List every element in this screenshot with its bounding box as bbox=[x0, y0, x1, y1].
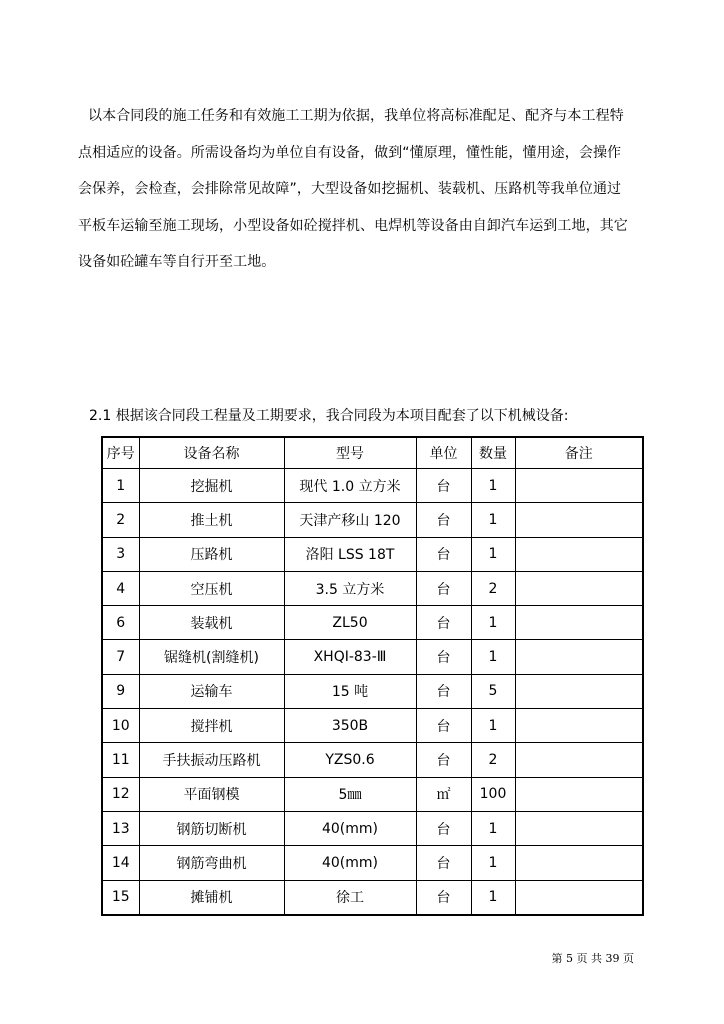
table-cell bbox=[515, 571, 643, 605]
table-cell: 台 bbox=[416, 674, 471, 708]
table-cell: 14 bbox=[102, 846, 139, 880]
table-cell: 台 bbox=[416, 640, 471, 674]
table-cell: 350B bbox=[284, 709, 416, 743]
table-row bbox=[102, 606, 643, 640]
section-intro: 2.1 根据该合同段工程量及工期要求，我合同段为本项目配套了以下机械设备: bbox=[89, 408, 569, 424]
table-cell: 1 bbox=[471, 503, 515, 537]
table-cell bbox=[515, 777, 643, 811]
table-row bbox=[102, 674, 643, 708]
table-cell: 推土机 bbox=[139, 503, 284, 537]
table-cell: 台 bbox=[416, 709, 471, 743]
table-row bbox=[102, 640, 643, 674]
table-cell: YZS0.6 bbox=[284, 743, 416, 777]
table-row bbox=[102, 469, 643, 503]
body-paragraph bbox=[78, 98, 648, 281]
table-cell: 钢筋切断机 bbox=[139, 811, 284, 845]
table-header-row bbox=[102, 437, 643, 469]
table-cell: 台 bbox=[416, 606, 471, 640]
table-row bbox=[102, 503, 643, 537]
table-cell: 1 bbox=[471, 469, 515, 503]
table-cell: 1 bbox=[471, 537, 515, 571]
table-cell: 平面钢模 bbox=[139, 777, 284, 811]
table-cell bbox=[515, 709, 643, 743]
table-cell: 台 bbox=[416, 469, 471, 503]
table-cell: 1 bbox=[471, 709, 515, 743]
table-cell: 徐工 bbox=[284, 880, 416, 915]
table-cell bbox=[515, 503, 643, 537]
equipment-table bbox=[101, 436, 644, 916]
table-cell: 压路机 bbox=[139, 537, 284, 571]
table-cell: 1 bbox=[471, 606, 515, 640]
header-cell: 数量 bbox=[471, 437, 515, 469]
paragraph-line: 以本合同段的施工任务和有效施工工期为依据，我单位将高标准配足、配齐与本工程特 bbox=[88, 108, 624, 124]
table-cell bbox=[515, 811, 643, 845]
table-cell bbox=[515, 846, 643, 880]
table-cell: 9 bbox=[102, 674, 139, 708]
table-cell: 台 bbox=[416, 811, 471, 845]
table-cell: 现代 1.0 立方米 bbox=[284, 469, 416, 503]
table-cell: 装载机 bbox=[139, 606, 284, 640]
table-cell bbox=[515, 674, 643, 708]
paragraph-line: 平板车运输至施工现场，小型设备如砼搅拌机、电焊机等设备由自卸汽车运到工地，其它 bbox=[78, 217, 628, 234]
table-row bbox=[102, 537, 643, 571]
header-cell: 序号 bbox=[102, 437, 139, 469]
paragraph-line: 会保养，会检查，会排除常见故障”，大型设备如挖掘机、装载机、压路机等我单位通过 bbox=[78, 181, 622, 197]
table-cell bbox=[515, 743, 643, 777]
table-cell: 台 bbox=[416, 880, 471, 915]
table-cell: ㎡ bbox=[416, 777, 471, 811]
table-cell: 钢筋弯曲机 bbox=[139, 846, 284, 880]
table-cell bbox=[515, 606, 643, 640]
table-row bbox=[102, 571, 643, 605]
table-row bbox=[102, 777, 643, 811]
table-cell: 1 bbox=[102, 469, 139, 503]
header-cell: 单位 bbox=[416, 437, 471, 469]
table-cell: 台 bbox=[416, 743, 471, 777]
paragraph-line: 点相适应的设备。所需设备均为单位自有设备，做到“懂原理，懂性能，懂用途，会操作 bbox=[78, 144, 622, 161]
table-cell: 台 bbox=[416, 537, 471, 571]
table-cell: 10 bbox=[102, 709, 139, 743]
table-cell bbox=[515, 880, 643, 915]
paragraph-line: 设备如砼罐车等自行开至工地。 bbox=[78, 254, 276, 270]
table-cell: 6 bbox=[102, 606, 139, 640]
table-cell: 2 bbox=[102, 503, 139, 537]
table-cell: 1 bbox=[471, 846, 515, 880]
table-cell: 1 bbox=[471, 880, 515, 915]
table-cell: 2 bbox=[471, 743, 515, 777]
table-cell: 1 bbox=[471, 640, 515, 674]
table-cell: 12 bbox=[102, 777, 139, 811]
table-cell: XHQI-83-Ⅲ bbox=[284, 640, 416, 674]
table-cell bbox=[515, 469, 643, 503]
table-cell: 空压机 bbox=[139, 571, 284, 605]
header-cell: 型号 bbox=[284, 437, 416, 469]
table-cell: 摊铺机 bbox=[139, 880, 284, 915]
table-cell: 手扶振动压路机 bbox=[139, 743, 284, 777]
table-cell: 100 bbox=[471, 777, 515, 811]
table-row bbox=[102, 709, 643, 743]
table-cell: 搅拌机 bbox=[139, 709, 284, 743]
table-cell bbox=[515, 640, 643, 674]
table-cell: ZL50 bbox=[284, 606, 416, 640]
table-cell: 11 bbox=[102, 743, 139, 777]
table-cell: 运输车 bbox=[139, 674, 284, 708]
table-row bbox=[102, 811, 643, 845]
table-cell: 天津产移山 120 bbox=[284, 503, 416, 537]
table-cell: 40(mm) bbox=[284, 846, 416, 880]
table-cell: 4 bbox=[102, 571, 139, 605]
table-cell: 15 吨 bbox=[284, 674, 416, 708]
table-cell: 5㎜ bbox=[284, 777, 416, 811]
table-body bbox=[102, 469, 643, 916]
header-cell: 设备名称 bbox=[139, 437, 284, 469]
table-cell: 1 bbox=[471, 811, 515, 845]
page-footer: 第 5 页 共 39 页 bbox=[551, 952, 634, 965]
table-cell: 锯缝机(割缝机) bbox=[139, 640, 284, 674]
table-cell: 洛阳 LSS 18T bbox=[284, 537, 416, 571]
table-cell: 3 bbox=[102, 537, 139, 571]
table-cell: 15 bbox=[102, 880, 139, 915]
table-row bbox=[102, 743, 643, 777]
table-row bbox=[102, 880, 643, 915]
table-cell bbox=[515, 537, 643, 571]
table-cell: 7 bbox=[102, 640, 139, 674]
table-cell: 40(mm) bbox=[284, 811, 416, 845]
table-cell: 5 bbox=[471, 674, 515, 708]
table-cell: 13 bbox=[102, 811, 139, 845]
table-row bbox=[102, 846, 643, 880]
table-cell: 2 bbox=[471, 571, 515, 605]
table-cell: 挖掘机 bbox=[139, 469, 284, 503]
table-cell: 台 bbox=[416, 846, 471, 880]
header-cell: 备注 bbox=[515, 437, 643, 469]
table-cell: 台 bbox=[416, 503, 471, 537]
table-cell: 台 bbox=[416, 571, 471, 605]
table-cell: 3.5 立方米 bbox=[284, 571, 416, 605]
